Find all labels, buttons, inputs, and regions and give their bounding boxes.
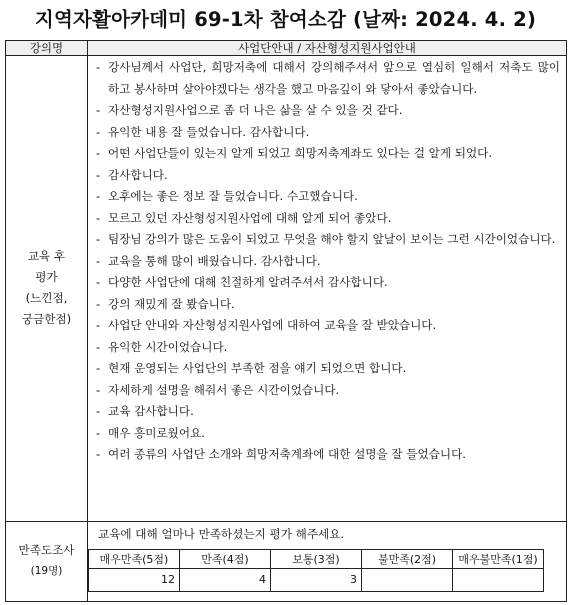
header-lecture-name: 강의명	[6, 41, 88, 56]
satisfaction-col-neutral: 보통(3점)	[271, 549, 362, 568]
comment-item: - 매우 흥미로웠어요.	[94, 423, 560, 445]
survey-label	[6, 521, 88, 601]
comment-item: - 모르고 있던 자산형성지원사업에 대해 알게 되어 좋았다.	[94, 208, 560, 230]
comment-item: - 교육을 통해 많이 배웠습니다. 감사합니다.	[94, 251, 560, 273]
comment-item: - 자산형성지원사업으로 좀 더 나은 삶을 살 수 있을 것 같다.	[94, 100, 560, 122]
comment-item: - 자세하게 설명을 해줘서 좋은 시간이었습니다.	[94, 380, 560, 402]
comment-item: - 교육 감사합니다.	[94, 401, 560, 423]
table-header-row	[6, 41, 567, 56]
satisfaction-col-satisfied: 만족(4점)	[180, 549, 271, 568]
evaluation-label-line2: 평가	[35, 270, 58, 285]
satisfaction-value-dissatisfied	[362, 568, 453, 591]
satisfaction-value-satisfied: 4	[180, 568, 271, 591]
satisfaction-col-very-satisfied: 매우만족(5점)	[89, 549, 180, 568]
survey-respondent-count: (19명)	[30, 565, 63, 578]
evaluation-label-line1: 교육 후	[27, 249, 66, 264]
comment-item: - 유익한 시간이었습니다.	[94, 337, 560, 359]
comment-item: - 감사합니다.	[94, 165, 560, 187]
comment-item: - 사업단 안내와 자산형성지원사업에 대하여 교육을 잘 받았습니다.	[94, 315, 560, 337]
comments-list	[88, 56, 566, 468]
satisfaction-value-very-satisfied: 12	[89, 568, 180, 591]
evaluation-label	[6, 56, 88, 522]
evaluation-row	[6, 56, 567, 522]
satisfaction-value-very-dissatisfied	[453, 568, 544, 591]
comment-item: - 현재 운영되는 사업단의 부족한 점을 얘기 되었으면 합니다.	[94, 358, 560, 380]
comment-item: - 팀장님 강의가 많은 도움이 되었고 무엇을 해야 할지 앞날이 보이는 그런 시간이었습니다.	[94, 229, 560, 251]
comment-item: - 강사님께서 사업단, 희망저축에 대해서 강의해주셔서 앞으로 열심히 일해서 저축도 많이 하고 봉사하며 살아야겠다는 생각을 했고 마음깊이 와 닿아서 좋았습니다.	[94, 57, 560, 100]
comment-item: - 다양한 사업단에 대해 친절하게 알려주셔서 감사합니다.	[94, 272, 560, 294]
satisfaction-header-row	[89, 549, 544, 568]
header-lecture-title: 사업단안내 / 자산형성지원사업안내	[88, 41, 567, 56]
page-title: 지역자활아카데미 69-1차 참여소감 (날짜: 2024. 4. 2)	[34, 8, 537, 31]
evaluation-label-line4: 궁금한점)	[21, 312, 72, 327]
comment-item: - 유익한 내용 잘 들었습니다. 감사합니다.	[94, 122, 560, 144]
satisfaction-values-row	[89, 568, 544, 591]
survey-label-line1: 만족도조사	[18, 543, 75, 558]
evaluation-label-line3: (느낀점,	[25, 291, 68, 306]
comment-item: - 여러 종류의 사업단 소개와 희망저축계좌에 대한 설명을 잘 들었습니다.	[94, 444, 560, 466]
comment-item: - 강의 재밌게 잘 봤습니다.	[94, 294, 560, 316]
satisfaction-col-dissatisfied: 불만족(2점)	[362, 549, 453, 568]
feedback-table	[5, 40, 567, 602]
survey-question: 교육에 대해 얼마나 만족하셨는지 평가 해주세요.	[98, 526, 345, 541]
survey-row	[6, 521, 567, 601]
comments-cell	[88, 56, 567, 522]
comment-item: - 오후에는 좋은 정보 잘 들었습니다. 수고했습니다.	[94, 186, 560, 208]
satisfaction-col-very-dissatisfied: 매우불만족(1점)	[453, 549, 544, 568]
comment-item: - 어떤 사업단들이 있는지 알게 되었고 희망저축계좌도 있다는 걸 알게 되었다.	[94, 143, 560, 165]
satisfaction-table	[88, 549, 544, 592]
satisfaction-value-neutral: 3	[271, 568, 362, 591]
survey-cell	[88, 521, 567, 601]
